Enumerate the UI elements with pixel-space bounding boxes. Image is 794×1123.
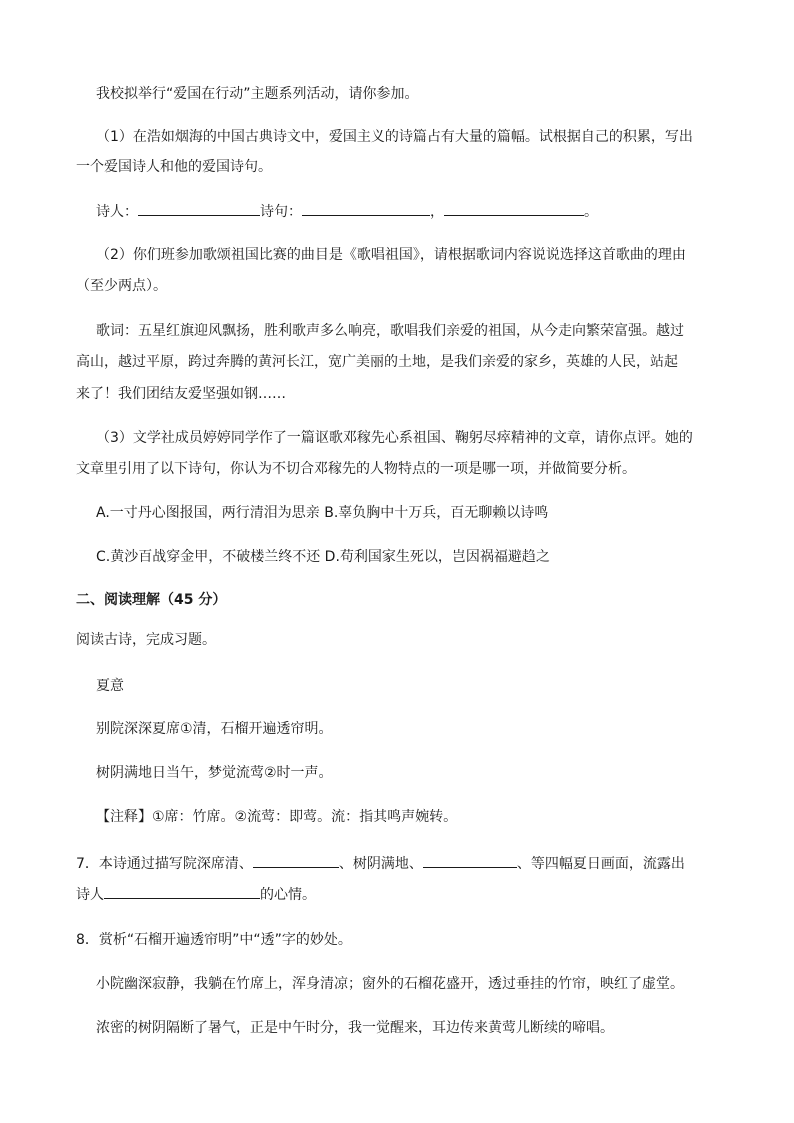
q7-blank-3[interactable] [104,884,260,899]
poet-blank[interactable] [138,201,260,216]
lyrics-line-3: 来了！我们团结友爱坚强如钢…… [76,386,286,402]
poem-title: 夏意 [96,678,124,694]
q7-text-2: 、树阴满地、 [338,856,423,872]
translation-line-1: 小院幽深寂静，我躺在竹席上，浑身清凉；窗外的石榴花盛开，透过垂挂的竹帘，映红了虚堂。 [96,976,684,992]
translation-line-2: 浓密的树阴隔断了暑气，正是中午时分，我一觉醒来，耳边传来黄莺儿断续的啼唱。 [96,1020,614,1036]
q7-text-4: 诗人 [76,887,104,903]
poet-label: 诗人： [96,204,138,220]
q7-line-1 [76,853,685,874]
comma: ， [430,204,444,220]
q7-text-5: 的心情。 [260,887,316,903]
poem-line-2: 树阴满地日当午，梦觉流莺②时一声。 [96,765,333,781]
verse-blank-2[interactable] [444,201,584,216]
poem-note: 【注释】①席：竹席。②流莺：即莺。流：指其鸣声婉转。 [96,809,458,825]
q3-line-2: 文章里引用了以下诗句，你认为不切合邓稼先的人物特点的一项是哪一项，并做简要分析。 [76,461,636,477]
verse-label: 诗句： [260,204,302,220]
q2-line-1: （2）你们班参加歌颂祖国比赛的曲目是《歌唱祖国》，请根据歌词内容说说选择这首歌曲的理由 [96,247,686,263]
intro-text: 我校拟举行“爱国在行动”主题系列活动，请你参加。 [96,86,419,102]
lyrics-line-2: 高山，越过平原，跨过奔腾的黄河长江，宽广美丽的土地，是我们亲爱的家乡，英雄的人民，站起 [76,354,678,370]
q7-line-2 [76,884,316,905]
q3-options-ab: A.一寸丹心图报国，两行清泪为思亲 B.辜负胸中十万兵，百无聊赖以诗鸣 [96,505,549,521]
poem-line-1: 别院深深夏席①清，石榴开遍透帘明。 [96,721,333,737]
q7-blank-1[interactable] [253,853,339,868]
reading-instruction: 阅读古诗，完成习题。 [76,632,216,648]
q8-prompt: 8．赏析“石榴开遍透帘明”中“透”字的妙处。 [76,932,352,948]
verse-blank-1[interactable] [302,201,430,216]
q1-line-1: （1）在浩如烟海的中国古典诗文中，爱国主义的诗篇占有大量的篇幅。试根据自己的积累，写出 [96,129,693,145]
q1-line-2: 一个爱国诗人和他的爱国诗句。 [76,159,272,175]
q7-blank-2[interactable] [423,853,517,868]
q3-line-1: （3）文学社成员婷婷同学作了一篇讴歌邓稼先心系祖国、鞠躬尽瘁精神的文章，请你点评。她的 [96,430,693,446]
q7-text-1: 7．本诗通过描写院深席清、 [76,856,253,872]
lyrics-line-1: 歌词：五星红旗迎风飘扬，胜利歌声多么响亮，歌唱我们亲爱的祖国，从今走向繁荣富强。越过 [96,323,684,339]
section-2-heading: 二、阅读理解（45 分） [76,592,227,608]
q7-text-3: 、等四幅夏日画面，流露出 [516,856,685,872]
q2-line-2: （至少两点）。 [76,278,167,294]
period: 。 [584,204,598,220]
q1-answer-line [96,201,598,222]
q3-options-cd: C.黄沙百战穿金甲，不破楼兰终不还 D.苟利国家生死以，岂因祸福避趋之 [96,549,550,565]
